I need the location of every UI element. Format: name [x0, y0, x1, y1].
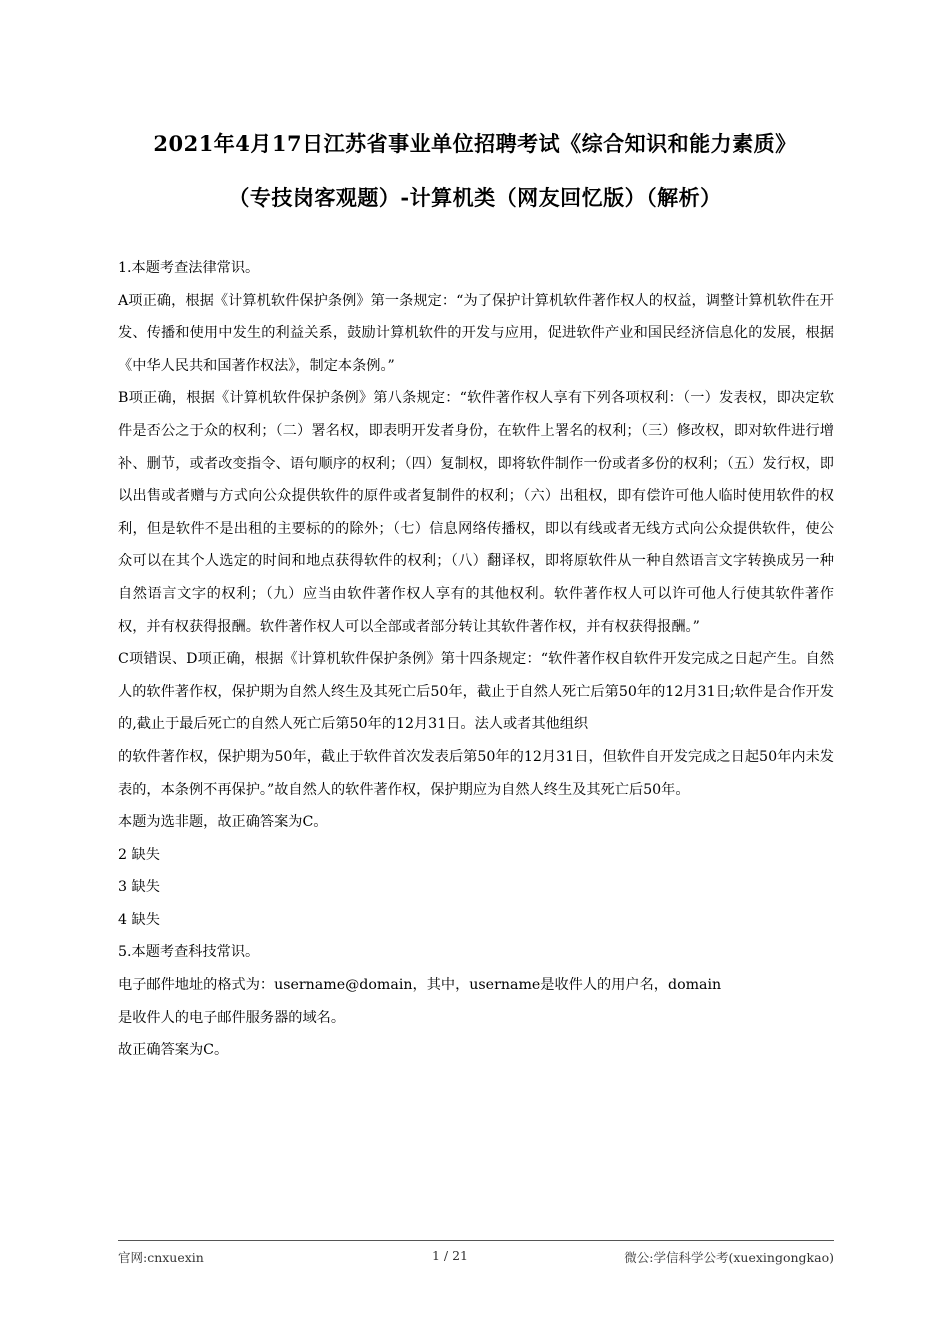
- q1-option-cd-explanation: C项错误、D项正确，根据《计算机软件保护条例》第十四条规定：“软件著作权自软件开发完成之日起产生。自然人的软件著作权，保护期为自然人终生及其死亡后50年，截止于自然人死亡后第50年的12月31日;软件是合作开发的,截止于最后死亡的自然人死亡后第50年的12月31日。法人或者其他组织: [118, 651, 834, 733]
- footer-wechat: 微公:学信科学公考(xuexingongkao): [624, 1250, 834, 1265]
- q1-option-cd-continued: 的软件著作权，保护期为50年，截止于软件首次发表后第50年的12月31日，但软件自开发完成之日起50年内未发表的，本条例不再保护。”故自然人的软件著作权，保护期应为自然人终生及其死亡后50年。: [118, 748, 834, 798]
- q1-option-a-explanation: A项正确，根据《计算机软件保护条例》第一条规定：“为了保护计算机软件著作权人的权益，调整计算机软件在开发、传播和使用中发生的利益关系，鼓励计算机软件的开发与应用，促进软件产业和国民经济信息化的发展，根据《中华人民共和国著作权法》，制定本条例。”: [118, 292, 834, 374]
- document-title-line-2: （专技岗客观题）-计算机类（网友回忆版）（解析）: [228, 185, 722, 210]
- q1-answer: 本题为选非题，故正确答案为C。: [118, 814, 328, 831]
- footer-divider: [118, 1240, 834, 1241]
- answer-explanations: [118, 252, 834, 1067]
- q5-answer: 故正确答案为C。: [118, 1042, 229, 1059]
- q3-missing: 3 缺失: [118, 879, 160, 896]
- q5-explanation-line-1: 电子邮件地址的格式为：username@domain，其中，username是收件人的用户名，domain: [118, 977, 722, 994]
- page-number: 1 / 21: [431, 1248, 469, 1263]
- q5-explanation-line-2: 是收件人的电子邮件服务器的域名。: [118, 1009, 346, 1026]
- document-title-line-1: 2021年4月17日江苏省事业单位招聘考试《综合知识和能力素质》: [153, 131, 797, 156]
- q5-heading: 5.本题考查科技常识。: [118, 944, 260, 961]
- q4-missing: 4 缺失: [118, 911, 160, 928]
- q1-heading: 1.本题考查法律常识。: [118, 260, 260, 276]
- q1-option-b-explanation: B项正确，根据《计算机软件保护条例》第八条规定：“软件著作权人享有下列各项权利：（一）发表权，即决定软件是否公之于众的权利；（二）署名权，即表明开发者身份，在软件上署名的权利；（三）修改权，即对软件进行增补、删节，或者改变指令、语句顺序的权利；（四）复制权，即将软件制作一份或者多份的权利；（五）发行权，即以出售或者赠与方式向公众提供软件的原件或者复制件的权利；（六）出租权，即有偿许可他人临时使用软件的权利，但是软件不是出租的主要标的的除外；（七）信息网络传播权，即以有线或者无线方式向公众提供软件，使公众可以在其个人选定的时间和地点获得软件的权利；（八）翻译权，即将原软件从一种自然语言文字转换成另一种自然语言文字的权利；（九）应当由软件著作权人享有的其他权利。软件著作权人可以许可他人行使其软件著作权，并有权获得报酬。软件著作权人可以全部或者部分转让其软件著作权，并有权获得报酬。”: [118, 390, 834, 635]
- footer-website: 官网:cnxuexin: [118, 1250, 204, 1265]
- q2-missing: 2 缺失: [118, 846, 160, 863]
